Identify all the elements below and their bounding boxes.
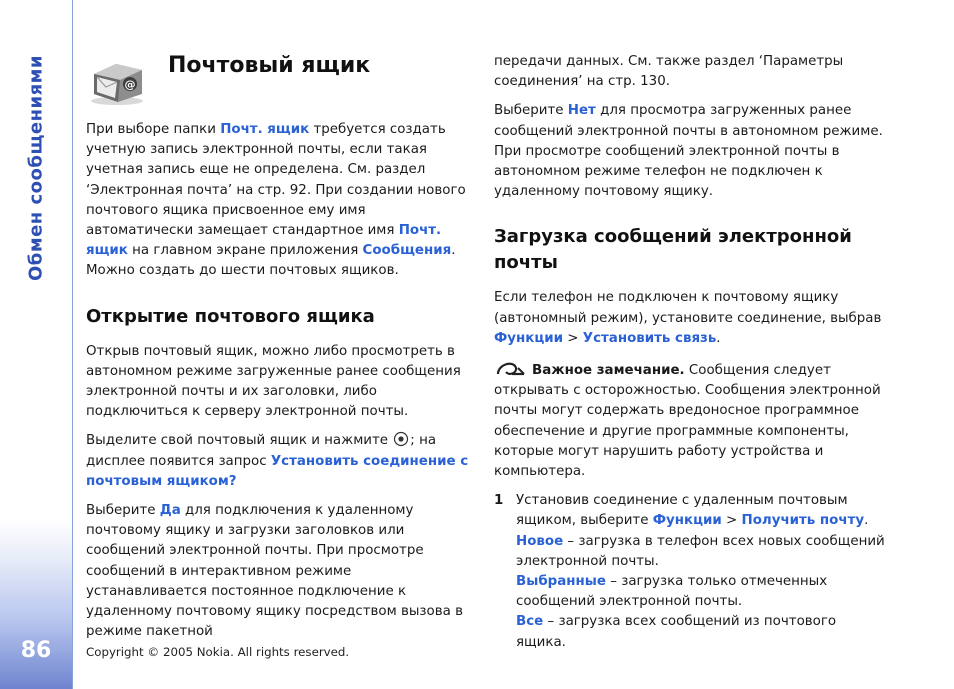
text: . (716, 330, 721, 346)
svg-text:@: @ (124, 78, 136, 91)
paragraph (494, 101, 886, 202)
text: Если телефон не подключен к почтовому ящику (автономный режим), установите соединение, выбрав (494, 290, 882, 326)
option-new (516, 532, 886, 572)
step-body (516, 491, 886, 653)
warning-note-icon (494, 358, 526, 378)
sidebar (0, 0, 73, 689)
paragraph (86, 501, 472, 642)
keyword-yes: Да (159, 503, 181, 519)
keyword-selected: Выбранные (516, 574, 606, 590)
paragraph (86, 431, 472, 492)
note-label: Важное замечание. (532, 363, 685, 379)
important-note (494, 358, 886, 482)
keyword-connect: Установить связь (582, 330, 717, 346)
text: Выберите (494, 103, 568, 119)
section-heading-open-mailbox: Открытие почтового ящика (86, 305, 375, 327)
left-column (86, 120, 472, 651)
keyword-messages: Сообщения (362, 243, 452, 259)
paragraph (494, 288, 886, 349)
text: для просмотра загруженных ранее сообщений электронной почты в автономном режиме. При просмотре сообщений электронной почты в автономном режиме телефон не подключен к удаленному почтовому ящику. (494, 103, 883, 200)
text: Выделите свой почтовый ящик и нажмите (86, 433, 393, 449)
text: . (864, 513, 869, 529)
step-1 (494, 491, 886, 653)
text: ; на дисплее появится запрос (86, 433, 437, 469)
keyword-get-mail: Получить почту (741, 513, 865, 529)
copyright-footer: Copyright © 2005 Nokia. All rights reserved. (86, 645, 350, 659)
option-text: – загрузка в телефон всех новых сообщений электронной почты. (516, 533, 885, 569)
section-heading-download: Загрузка сообщений электронной почты (494, 226, 852, 274)
joystick-select-icon (392, 431, 410, 447)
keyword-connect-prompt: Установить соединение с почтовым ящиком? (86, 453, 469, 489)
page-title: Почтовый ящик (168, 53, 371, 78)
keyword-new: Новое (516, 533, 564, 549)
text: Установив соединение с удаленным почтовым ящиком, выберите (516, 493, 848, 529)
keyword-all: Все (516, 614, 544, 630)
text: на главном экране приложения (127, 243, 363, 259)
keyword-options: Функции (652, 513, 722, 529)
text: Выберите (86, 503, 160, 519)
keyword-mailbox: Почт. ящик (220, 122, 310, 137)
section-title: Обмен сообщениями (25, 54, 47, 282)
keyword-no: Нет (567, 103, 596, 119)
text: . Можно создать до шести почтовых ящиков. (86, 243, 456, 279)
keyword-options: Функции (494, 330, 564, 346)
option-text: – загрузка только отмеченных сообщений электронной почты. (516, 574, 828, 610)
page-number: 86 (20, 638, 52, 663)
text: для подключения к удаленному почтовому ящику и загрузки заголовков или сообщений электронной почты. При просмотре сообщений в интерактивном режиме устанавливается постоянное подключение к удаленному почтовому ящику посредством вызова в режиме пакетной (86, 503, 463, 640)
option-selected (516, 572, 886, 612)
mailbox-icon (86, 56, 148, 106)
text: требуется создать учетную запись электронной почты, если такая учетная запись еще не определена. См. раздел ‘Электронная почта’ на стр. 92. При создании нового почтового ящика присвоенное ему имя автоматически замещает стандартное имя (86, 122, 466, 239)
intro-paragraph (86, 120, 472, 282)
separator: > (563, 330, 583, 346)
note-text: Сообщения следует открывать с осторожностью. Сообщения электронной почты могут содержать вредоносное программное обеспечение и другие программные компоненты, которые могут нарушить работу устройства и компьютера. (494, 363, 881, 480)
step-text (516, 491, 886, 531)
paragraph: Открыв почтовый ящик, можно либо просмотреть в автономном режиме загруженные ранее сообщения электронной почты и их заголовки, либо подключиться к серверу электронной почты. (86, 343, 461, 420)
option-text: – загрузка всех сообщений из почтового ящика. (516, 614, 837, 650)
right-column (494, 52, 886, 653)
text: При выборе папки (86, 122, 221, 137)
option-all (516, 612, 886, 652)
separator: > (721, 513, 742, 529)
step-number: 1 (494, 493, 504, 509)
paragraph: передачи данных. См. также раздел ‘Параметры соединения’ на стр. 130. (494, 54, 844, 90)
keyword-mailbox: Почт. ящик (86, 223, 442, 259)
